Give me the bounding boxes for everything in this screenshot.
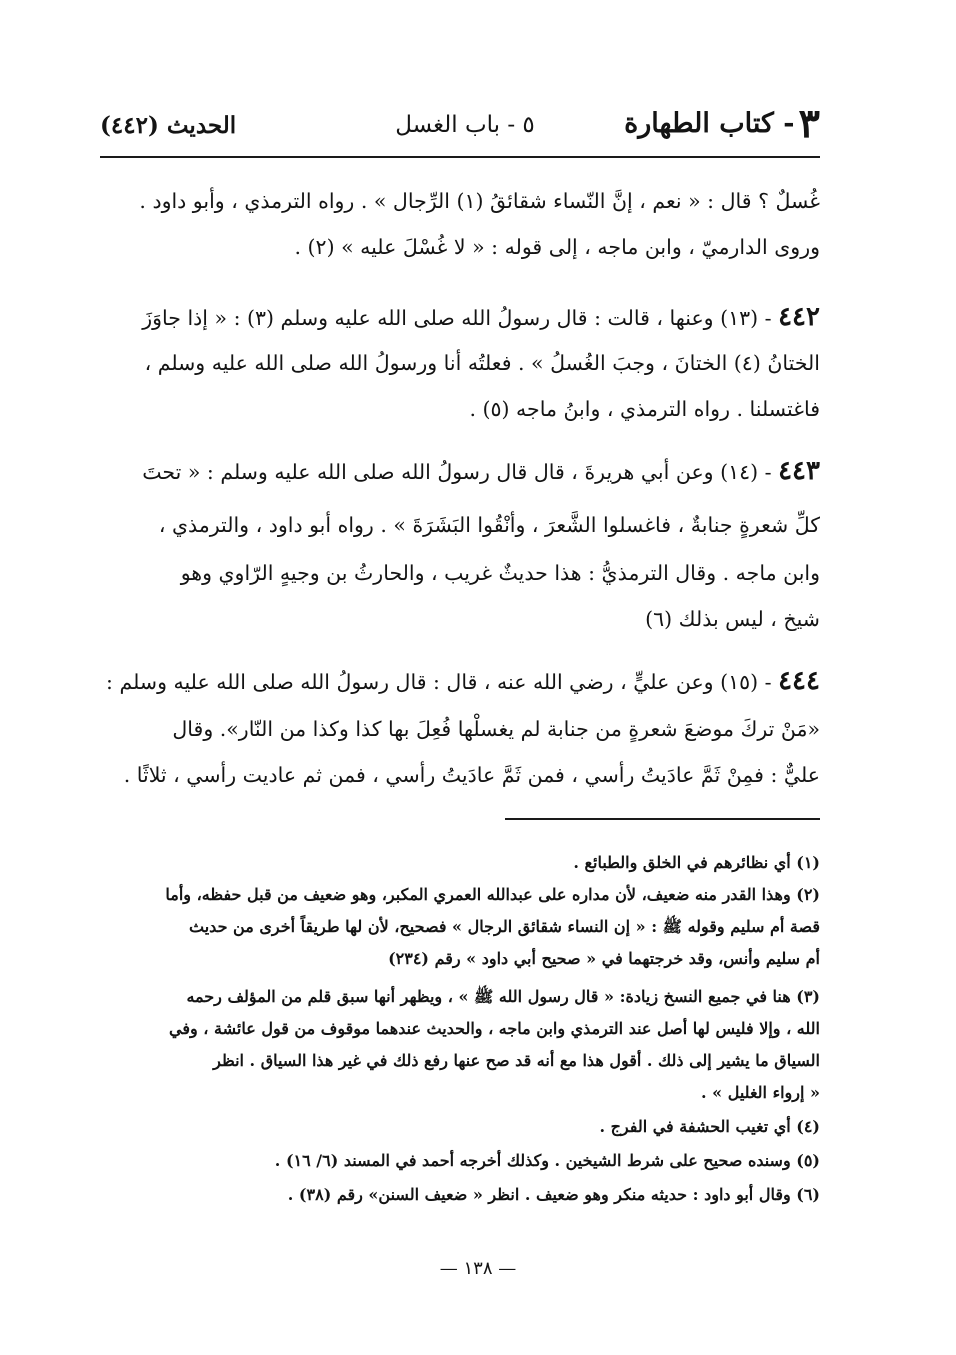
footnote-line: قصة أم سليم وقوله ﷺ : « إن النساء شقائق الرجال » فصحيح، لأن لها طريقاً أخرى من حديث xyxy=(189,917,820,936)
hadith-number: ٤٤٤ xyxy=(778,666,820,696)
book-title xyxy=(624,100,820,147)
hadith-444-line: ٤٤٤ - (١٥) وعن عليٍّ ، رضي الله عنه ، قال : قال رسولُ الله صلى الله عليه وسلم : xyxy=(106,666,820,696)
text-line: غُسلٌ ؟ قال : « نعم ، إنَّ النّساء شقائقُ (١) الرِّجال » . رواه الترمذي ، وأبو داود . xyxy=(139,189,820,213)
text-line: «مَنْ تركَ موضعَ شعرةٍ من جنابة لم يغسلْها فُعِلَ بها كذا وكذا من النّار». وقال xyxy=(172,717,820,741)
text-line: كلِّ شعرةٍ جنابةٌ ، فاغسلوا الشَّعرَ ، وأنْقُوا البَشَرَةَ » . رواه أبو داود ، والترمذي ، xyxy=(158,513,820,537)
footnote-divider xyxy=(505,818,820,820)
text-line: وابن ماجه . وقال الترمذيُّ : هذا حديثٌ غريب ، والحارثُ بن وجيهٍ الرّاوي وهو xyxy=(180,561,820,585)
book-number: ٣ xyxy=(798,100,820,147)
text-line: الختانُ (٤) الختانَ ، وجبَ الغُسلُ » . فعلتُه أنا ورسولُ الله صلى الله عليه وسلم ، xyxy=(144,351,820,375)
text-line: عليٌّ : فمِنْ ثَمَّ عادَيتُ رأسي ، فمن ثَمَّ عادَيتُ رأسي ، فمن ثم عاديت رأسي ، ثلاثًا . xyxy=(123,763,820,787)
footnote-line: (٢) وهذا القدر منه ضعيف، لأن مداره على عبدالله العمري المكبر، وهو ضعيف من قبل حفظه، وأما xyxy=(165,885,820,904)
footnote-line: (١) أي نظائرهم في الخلق والطبائع . xyxy=(573,853,820,872)
page-number: — ١٣٨ — xyxy=(439,1258,517,1279)
hadith-number: ٤٤٣ xyxy=(778,456,820,486)
chapter-title: ٥ - باب الغسل xyxy=(395,112,535,138)
footnote-line: السياق ما يشير إلى ذلك . أقول هذا مع أنه قد صح عنها رفع ذلك في غير هذا السياق . انظر xyxy=(213,1051,820,1070)
hadith-number: ٤٤٢ xyxy=(778,302,820,332)
footnote-line: (٤) أي تغيب الحشفة في الفرج . xyxy=(599,1117,820,1136)
hadith-443-line: ٤٤٣ - (١٤) وعن أبي هريرةَ ، قال قال رسولُ الله صلى الله عليه وسلم : « تحتَ xyxy=(142,456,820,486)
text-line: فاغتسلنا . رواه الترمذي ، وابنُ ماجه (٥) . xyxy=(469,397,820,421)
footnote-line: « إرواء الغليل » . xyxy=(701,1083,820,1102)
footnote-line: (٣) هنا في جميع النسخ زيادة: « قال رسول الله ﷺ » ، ويظهر أنها سبق قلم من المؤلف رحمه xyxy=(186,987,820,1006)
text-line: شيخ ، ليس بذلك (٦) xyxy=(645,607,820,631)
text-line: وروى الدارميّ ، وابن ماجه ، إلى قوله : « لا غُسْلَ عليه » (٢) . xyxy=(294,235,820,259)
footnote-line: الله ، وإلا فليس لها أصل عند الترمذي وابن ماجه ، والحديث عندهما موقوف من قول عائشة ، وفي xyxy=(169,1019,820,1038)
running-header xyxy=(100,100,820,158)
hadith-reference: الحديث (٤٤٢) xyxy=(100,112,237,139)
hadith-442-line: ٤٤٢ - (١٣) وعنها ، قالت : قال رسولُ الله صلى الله عليه وسلم (٣) : « إذا جاوَزَ xyxy=(142,302,820,332)
footnote-line: أم سليم وأنس، وقد خرجتهما في « صحيح أبي داود » رقم (٢٣٤) xyxy=(388,949,820,968)
book-title-text: - كتاب الطهارة xyxy=(624,108,795,139)
footnote-line: (٦) وقال أبو داود : حديثه منكر وهو ضعيف . انظر « ضعيف السنن» رقم (٣٨) . xyxy=(287,1185,820,1204)
footnote-line: (٥) وسنده صحيح على شرط الشيخين . وكذلك أخرجه أحمد في المسند (٦/ ١٦) . xyxy=(274,1151,820,1170)
